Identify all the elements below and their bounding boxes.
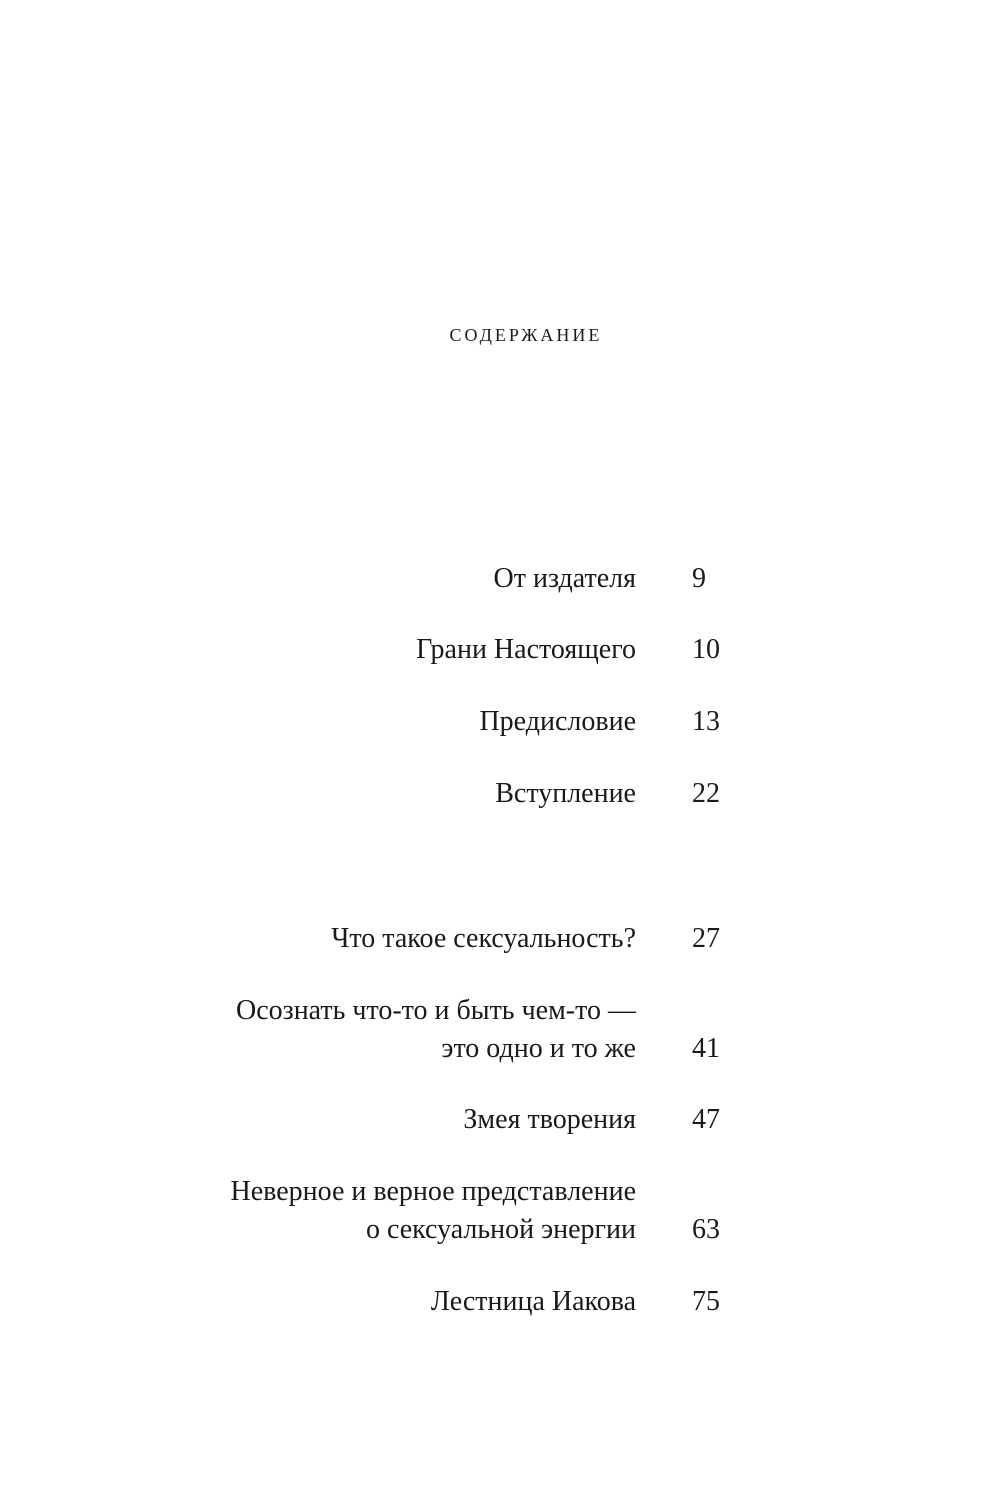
toc-entry-title xyxy=(231,1173,636,1249)
toc-entry-page: 63 xyxy=(692,1214,720,1245)
toc-entry-title-line: От издателя xyxy=(493,563,636,594)
toc-entry-title-line: Что такое сексуальность? xyxy=(331,923,636,954)
toc-entry-page: 13 xyxy=(692,706,720,737)
toc-entry-title-line: Змея творения xyxy=(463,1104,636,1135)
toc-entry-title xyxy=(236,992,636,1068)
toc-entry-title-line: это одно и то же xyxy=(441,1033,636,1064)
toc-entry-page: 47 xyxy=(692,1104,720,1135)
toc-entry-page: 10 xyxy=(692,634,720,665)
page-title: содержание xyxy=(449,318,603,347)
toc-entry-title xyxy=(463,1101,636,1139)
toc-entry-title-line: Вступление xyxy=(495,778,636,809)
toc-entry-title xyxy=(495,775,636,813)
toc-entry-page: 27 xyxy=(692,923,720,954)
toc-entry-title-line: Неверное и верное представление xyxy=(230,1176,636,1207)
toc-entry-title xyxy=(479,703,636,741)
toc-entry-title-line: Осознать что-то и быть чем-то — xyxy=(235,995,636,1026)
toc-entry-title-line: Грани Настоящего xyxy=(416,634,636,665)
toc-entry-page: 75 xyxy=(692,1286,720,1317)
toc-entry-page: 22 xyxy=(692,778,720,809)
toc-entry-title xyxy=(431,1283,636,1321)
toc-entry-title-line: Лестница Иакова xyxy=(430,1286,636,1317)
toc-entry-title-line: Предисловие xyxy=(479,706,636,737)
toc-entry-page: 41 xyxy=(692,1033,720,1064)
toc-entry-title xyxy=(416,631,636,669)
toc-entry-page: 9 xyxy=(692,563,706,594)
toc-entry-title-line: о сексуальной энергии xyxy=(365,1214,636,1245)
toc-entry-title xyxy=(494,560,636,598)
toc-entry-title xyxy=(331,920,636,958)
